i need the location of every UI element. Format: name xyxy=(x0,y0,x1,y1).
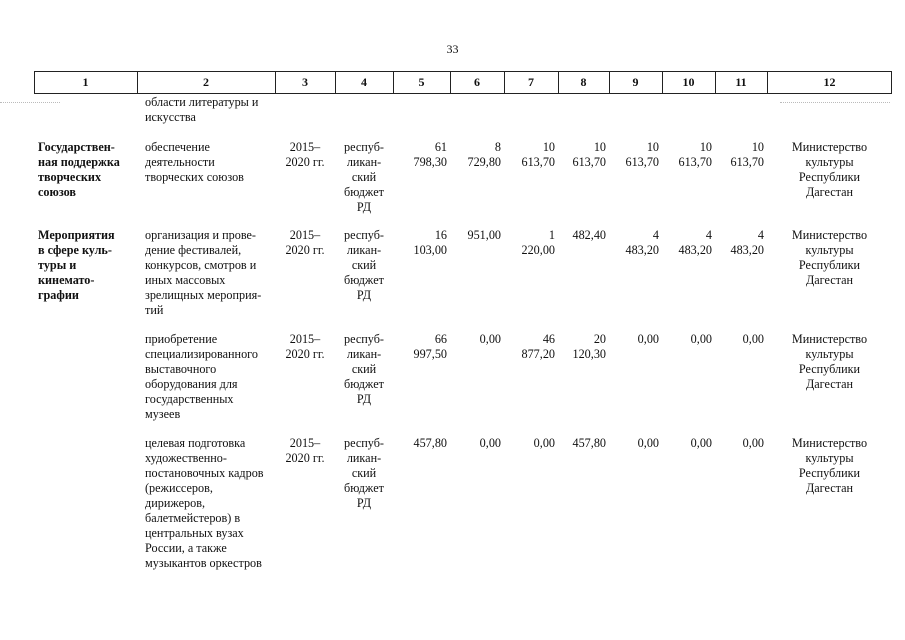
section-title-line: ная поддержка xyxy=(38,155,120,169)
column-header-10: 10 xyxy=(682,75,695,89)
section-title-line: туры и xyxy=(38,258,77,272)
responsible-executor-line: Министерство xyxy=(791,332,868,346)
amount-col-9 xyxy=(613,140,659,170)
amount-col-8-line: 20 xyxy=(593,332,606,346)
column-header-8: 8 xyxy=(580,75,587,89)
activity-description-line: центральных вузах xyxy=(145,526,244,540)
continuation-text-line: искусства xyxy=(145,110,196,124)
amount-col-6 xyxy=(454,228,501,243)
activity-description-line: конкурсов, смотров и xyxy=(145,258,257,272)
activity-description-line: (режиссеров, xyxy=(145,481,213,495)
responsible-executor xyxy=(771,436,888,496)
responsible-executor-line: культуры xyxy=(805,155,854,169)
amount-col-6-line: 0,00 xyxy=(479,332,501,346)
funding-source-line: респуб- xyxy=(344,140,384,154)
funding-source xyxy=(339,228,389,303)
activity-description-line: музыкантов оркестров xyxy=(145,556,262,570)
amount-col-10 xyxy=(666,228,712,258)
amount-col-9 xyxy=(613,228,659,258)
funding-source-line: ский xyxy=(351,466,377,480)
responsible-executor-line: Дагестан xyxy=(805,481,854,495)
amount-col-7-line: 1 xyxy=(548,228,555,242)
responsible-executor xyxy=(771,140,888,200)
activity-description-line: специализированного xyxy=(145,347,258,361)
column-header-9: 9 xyxy=(632,75,639,89)
amount-col-11-line: 0,00 xyxy=(742,436,764,450)
funding-source-line: ликан- xyxy=(346,347,382,361)
amount-col-8-line: 120,30 xyxy=(572,347,606,361)
activity-description-line: целевая подготовка xyxy=(145,436,246,450)
amount-col-7 xyxy=(508,140,555,170)
activity-description xyxy=(145,228,271,318)
amount-col-9-line: 4 xyxy=(652,228,659,242)
funding-source-line: ский xyxy=(351,258,377,272)
responsible-executor-line: Министерство xyxy=(791,228,868,242)
amount-col-5-line: 61 xyxy=(434,140,447,154)
funding-source-line: ликан- xyxy=(346,155,382,169)
section-title xyxy=(38,140,133,200)
amount-col-9-line: 613,70 xyxy=(625,155,659,169)
activity-description-line: обеспечение xyxy=(145,140,210,154)
amount-col-6-line: 729,80 xyxy=(467,155,501,169)
amount-col-10-line: 4 xyxy=(705,228,712,242)
amount-col-10-line: 10 xyxy=(699,140,712,154)
amount-col-7-line: 220,00 xyxy=(521,243,555,257)
amount-col-7 xyxy=(508,332,555,362)
column-header-1: 1 xyxy=(82,75,89,89)
amount-col-7 xyxy=(508,228,555,258)
activity-description-line: приобретение xyxy=(145,332,218,346)
funding-source-line: ский xyxy=(351,362,377,376)
amount-col-11-line: 10 xyxy=(751,140,764,154)
header-dotted-guide xyxy=(780,102,890,103)
period-line: 2015– xyxy=(289,332,321,346)
funding-source-line: РД xyxy=(356,288,372,302)
funding-source xyxy=(339,436,389,511)
responsible-executor-line: Министерство xyxy=(791,140,868,154)
column-header-4: 4 xyxy=(361,75,367,89)
funding-source-line: ликан- xyxy=(346,451,382,465)
period xyxy=(279,140,331,170)
responsible-executor xyxy=(771,332,888,392)
amount-col-5-line: 457,80 xyxy=(413,436,447,450)
amount-col-5-line: 997,50 xyxy=(413,347,447,361)
activity-description-line: России, а также xyxy=(145,541,227,555)
activity-description-line: государственных xyxy=(145,392,234,406)
activity-description-line: оборудования для xyxy=(145,377,238,391)
amount-col-5-line: 66 xyxy=(434,332,447,346)
section-title-line: кинемато- xyxy=(38,273,95,287)
activity-description xyxy=(145,332,271,422)
amount-col-5 xyxy=(397,228,447,258)
funding-source-line: РД xyxy=(356,392,372,406)
responsible-executor-line: культуры xyxy=(805,243,854,257)
column-header-12: 12 xyxy=(823,75,836,89)
period-line: 2020 гг. xyxy=(285,243,325,257)
period xyxy=(279,228,331,258)
activity-description-line: деятельности xyxy=(145,155,215,169)
activity-description-line: балетмейстеров) в xyxy=(145,511,241,525)
period xyxy=(279,332,331,362)
amount-col-7-line: 46 xyxy=(542,332,555,346)
funding-source-line: респуб- xyxy=(344,436,384,450)
amount-col-11 xyxy=(719,228,764,258)
amount-col-9-line: 0,00 xyxy=(637,436,659,450)
amount-col-10-line: 483,20 xyxy=(678,243,712,257)
amount-col-5-line: 16 xyxy=(434,228,447,242)
amount-col-10-line: 613,70 xyxy=(678,155,712,169)
amount-col-7-line: 877,20 xyxy=(521,347,555,361)
amount-col-10 xyxy=(666,332,712,347)
amount-col-8-line: 482,40 xyxy=(572,228,606,242)
header-bottom-border xyxy=(34,93,892,94)
amount-col-7-line: 10 xyxy=(542,140,555,154)
amount-col-8 xyxy=(562,332,606,362)
responsible-executor-line: Министерство xyxy=(791,436,868,450)
amount-col-5-line: 798,30 xyxy=(413,155,447,169)
amount-col-11-line: 483,20 xyxy=(730,243,764,257)
amount-col-10-line: 0,00 xyxy=(690,332,712,346)
amount-col-8-line: 457,80 xyxy=(572,436,606,450)
funding-source-line: РД xyxy=(356,496,372,510)
amount-col-6 xyxy=(454,436,501,451)
amount-col-9-line: 483,20 xyxy=(625,243,659,257)
amount-col-9 xyxy=(613,332,659,347)
responsible-executor-line: Республики xyxy=(798,362,861,376)
section-title-line: Государствен- xyxy=(38,140,115,154)
amount-col-5 xyxy=(397,140,447,170)
amount-col-11 xyxy=(719,332,764,347)
amount-col-11 xyxy=(719,436,764,451)
section-title-line: союзов xyxy=(38,185,77,199)
funding-source xyxy=(339,332,389,407)
column-header-2: 2 xyxy=(203,75,209,89)
header-dotted-guide xyxy=(0,102,60,103)
section-title-line: Мероприятия xyxy=(38,228,115,242)
section-title-line: творческих xyxy=(38,170,102,184)
amount-col-11-line: 4 xyxy=(757,228,764,242)
activity-description-line: дение фестивалей, xyxy=(145,243,242,257)
funding-source-line: ликан- xyxy=(346,243,382,257)
amount-col-9-line: 0,00 xyxy=(637,332,659,346)
amount-col-5 xyxy=(397,332,447,362)
amount-col-7-line: 613,70 xyxy=(521,155,555,169)
continuation-text xyxy=(145,95,271,125)
page-number: 33 xyxy=(446,42,459,56)
amount-col-8-line: 613,70 xyxy=(572,155,606,169)
responsible-executor-line: культуры xyxy=(805,451,854,465)
column-header-5: 5 xyxy=(418,75,425,89)
column-header-3: 3 xyxy=(302,75,308,89)
responsible-executor-line: Республики xyxy=(798,258,861,272)
amount-col-8-line: 10 xyxy=(593,140,606,154)
activity-description xyxy=(145,140,271,185)
funding-source-line: РД xyxy=(356,200,372,214)
amount-col-7-line: 0,00 xyxy=(533,436,555,450)
amount-col-9 xyxy=(613,436,659,451)
responsible-executor-line: Дагестан xyxy=(805,377,854,391)
column-header-6: 6 xyxy=(474,75,480,89)
amount-col-8 xyxy=(562,436,606,451)
period-line: 2015– xyxy=(289,228,321,242)
amount-col-10-line: 0,00 xyxy=(690,436,712,450)
funding-source-line: бюджет xyxy=(344,481,384,495)
responsible-executor-line: культуры xyxy=(805,347,854,361)
funding-source-line: бюджет xyxy=(344,185,384,199)
activity-description xyxy=(145,436,271,571)
funding-source-line: респуб- xyxy=(344,332,384,346)
section-title-line: графии xyxy=(38,288,79,302)
activity-description-line: тий xyxy=(145,303,164,317)
amount-col-6 xyxy=(454,332,501,347)
activity-description-line: творческих союзов xyxy=(145,170,244,184)
amount-col-6-line: 8 xyxy=(494,140,501,154)
activity-description-line: выставочного xyxy=(145,362,217,376)
amount-col-6 xyxy=(454,140,501,170)
amount-col-5 xyxy=(397,436,447,451)
amount-col-6-line: 951,00 xyxy=(467,228,501,242)
funding-source-line: бюджет xyxy=(344,377,384,391)
funding-source xyxy=(339,140,389,215)
period-line: 2020 гг. xyxy=(285,451,325,465)
period-line: 2020 гг. xyxy=(285,155,325,169)
amount-col-10 xyxy=(666,436,712,451)
activity-description-line: постановочных кадров xyxy=(145,466,264,480)
activity-description-line: зрелищных мероприя- xyxy=(145,288,262,302)
period-line: 2020 гг. xyxy=(285,347,325,361)
responsible-executor xyxy=(771,228,888,288)
responsible-executor-line: Дагестан xyxy=(805,273,854,287)
period-line: 2015– xyxy=(289,436,321,450)
amount-col-11-line: 613,70 xyxy=(730,155,764,169)
section-title-line: в сфере куль- xyxy=(38,243,112,257)
amount-col-11 xyxy=(719,140,764,170)
amount-col-11-line: 0,00 xyxy=(742,332,764,346)
activity-description-line: музеев xyxy=(145,407,181,421)
activity-description-line: дирижеров, xyxy=(145,496,205,510)
activity-description-line: иных массовых xyxy=(145,273,226,287)
header-top-border xyxy=(34,71,892,72)
amount-col-8 xyxy=(562,228,606,243)
amount-col-5-line: 103,00 xyxy=(413,243,447,257)
responsible-executor-line: Республики xyxy=(798,466,861,480)
funding-source-line: респуб- xyxy=(344,228,384,242)
amount-col-9-line: 10 xyxy=(646,140,659,154)
section-title xyxy=(38,228,133,303)
responsible-executor-line: Дагестан xyxy=(805,185,854,199)
period xyxy=(279,436,331,466)
amount-col-8 xyxy=(562,140,606,170)
continuation-text-line: области литературы и xyxy=(145,95,259,109)
period-line: 2015– xyxy=(289,140,321,154)
funding-source-line: бюджет xyxy=(344,273,384,287)
amount-col-7 xyxy=(508,436,555,451)
activity-description-line: организация и прове- xyxy=(145,228,256,242)
amount-col-6-line: 0,00 xyxy=(479,436,501,450)
column-header-7: 7 xyxy=(528,75,534,89)
column-header-11: 11 xyxy=(735,75,747,89)
amount-col-10 xyxy=(666,140,712,170)
activity-description-line: художественно- xyxy=(145,451,227,465)
funding-source-line: ский xyxy=(351,170,377,184)
responsible-executor-line: Республики xyxy=(798,170,861,184)
